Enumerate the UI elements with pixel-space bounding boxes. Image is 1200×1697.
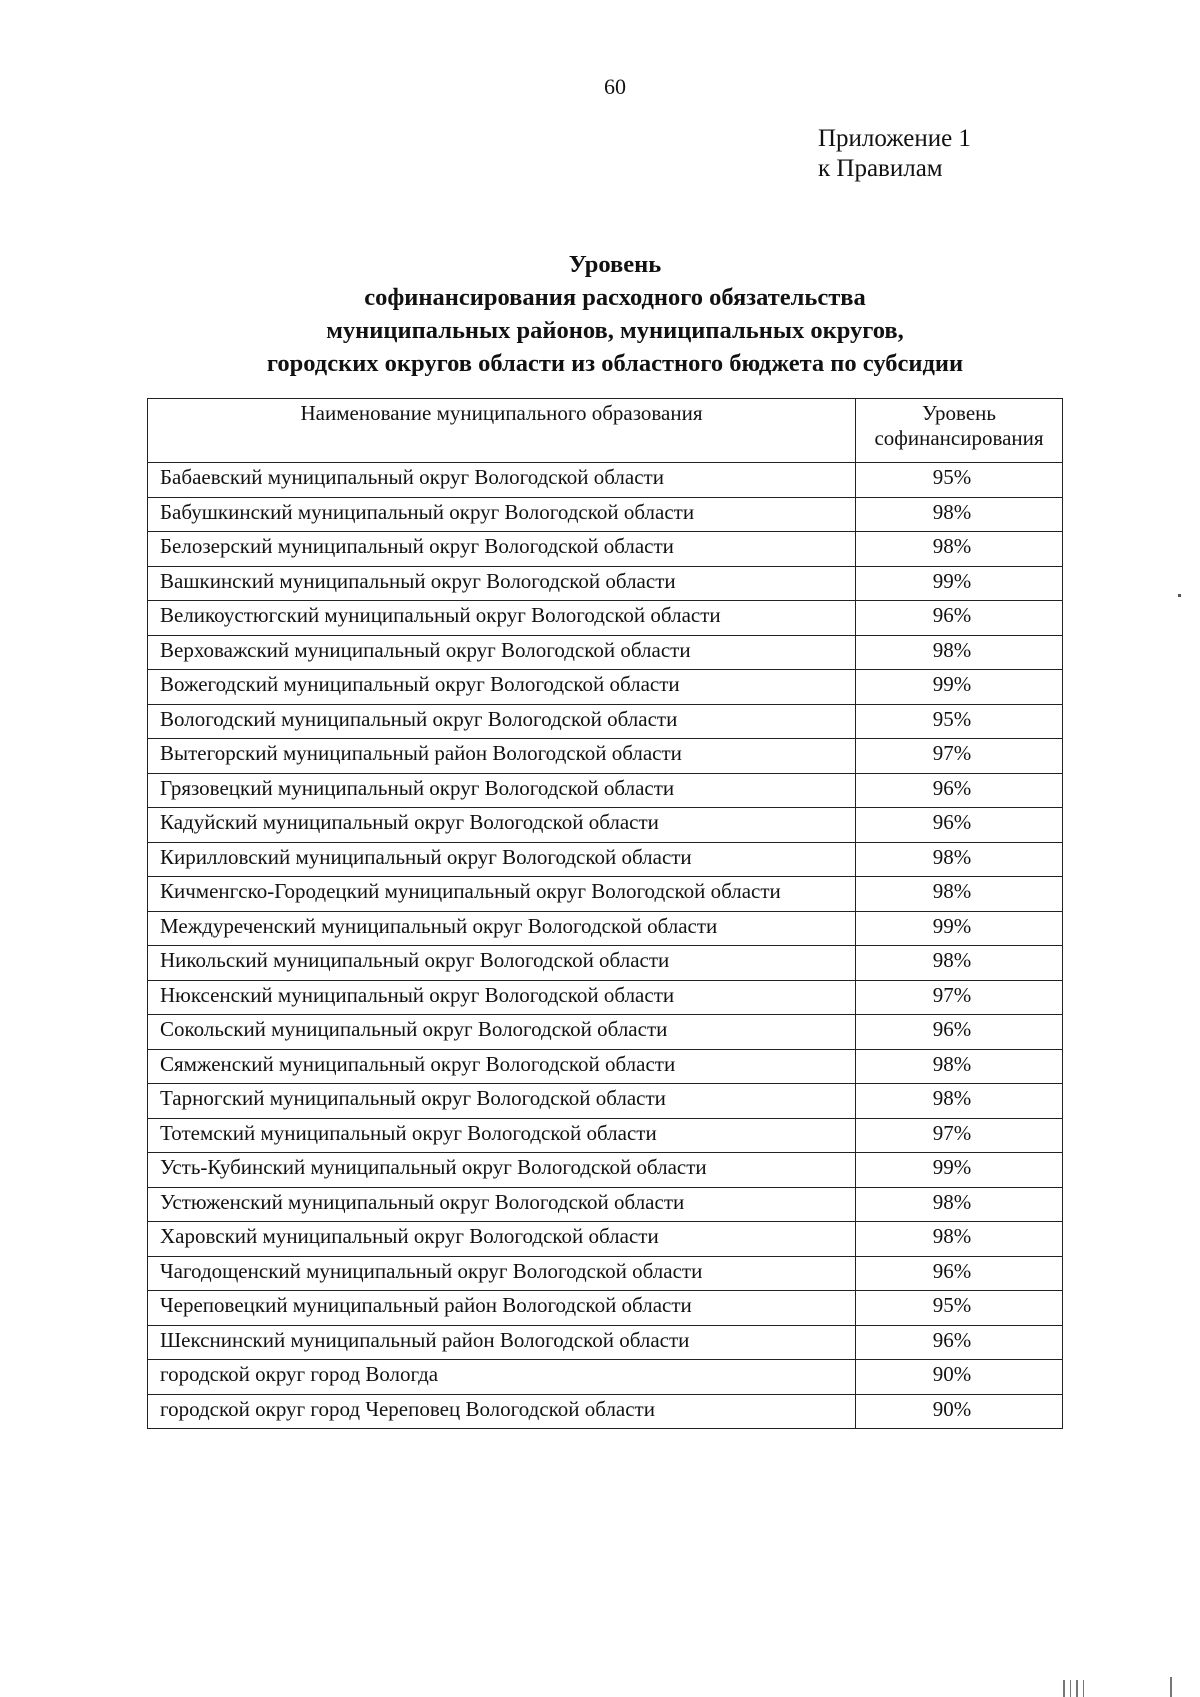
- table-row: [148, 808, 1063, 843]
- municipality-name: Вологодский муниципальный округ Вологодской области: [148, 704, 856, 739]
- municipality-name: Нюксенский муниципальный округ Вологодской области: [148, 980, 856, 1015]
- municipality-name: городской округ город Вологда: [148, 1360, 856, 1395]
- cofinancing-level: 95%: [856, 463, 1063, 498]
- cofinancing-level: 96%: [856, 601, 1063, 636]
- cofinancing-level: 98%: [856, 1084, 1063, 1119]
- table-row: [148, 980, 1063, 1015]
- table-row: [148, 877, 1063, 912]
- table-row: [148, 1291, 1063, 1326]
- table-row: [148, 1049, 1063, 1084]
- title-line-1: Уровень: [568, 251, 662, 278]
- municipality-name: Грязовецкий муниципальный округ Вологодской области: [148, 773, 856, 808]
- table-row: [148, 1394, 1063, 1429]
- scan-artifact-edge: [1170, 1677, 1172, 1697]
- municipality-name: Вытегорский муниципальный район Вологодской области: [148, 739, 856, 774]
- table-row: [148, 842, 1063, 877]
- cofinancing-level: 99%: [856, 1153, 1063, 1188]
- cofinancing-level: 99%: [856, 670, 1063, 705]
- table-row: [148, 670, 1063, 705]
- table-row: [148, 1256, 1063, 1291]
- title-line-3: муниципальных районов, муниципальных округов,: [326, 317, 904, 344]
- cofinancing-level: 90%: [856, 1394, 1063, 1429]
- cofinancing-level: 95%: [856, 704, 1063, 739]
- header-level-line-2: софинансирования: [874, 426, 1044, 450]
- scan-tick: [1076, 1680, 1078, 1697]
- cofinancing-level: 99%: [856, 911, 1063, 946]
- scan-artifact-ticks: [1063, 1680, 1084, 1697]
- scan-tick: [1063, 1680, 1065, 1697]
- cofinancing-level: 98%: [856, 842, 1063, 877]
- municipality-name: Кирилловский муниципальный округ Вологодской области: [148, 842, 856, 877]
- cofinancing-table: [147, 398, 1063, 1429]
- municipality-name: Кичменгско-Городецкий муниципальный округ Вологодской области: [148, 877, 856, 912]
- scan-tick: [1083, 1680, 1085, 1697]
- page-number: 60: [604, 74, 626, 99]
- municipality-name: Усть-Кубинский муниципальный округ Вологодской области: [148, 1153, 856, 1188]
- cofinancing-level: 96%: [856, 1015, 1063, 1050]
- table-row: [148, 1222, 1063, 1257]
- municipality-name: Сокольский муниципальный округ Вологодской области: [148, 1015, 856, 1050]
- appendix-line-2: к Правилам: [818, 155, 943, 182]
- municipality-name: Череповецкий муниципальный район Вологодской области: [148, 1291, 856, 1326]
- cofinancing-level: 99%: [856, 566, 1063, 601]
- document-title: [150, 248, 1080, 380]
- cofinancing-level: 98%: [856, 497, 1063, 532]
- municipality-name: Бабаевский муниципальный округ Вологодской области: [148, 463, 856, 498]
- cofinancing-level: 98%: [856, 1187, 1063, 1222]
- appendix-reference: [818, 124, 971, 184]
- title-line-2: софинансирования расходного обязательства: [364, 284, 866, 311]
- scan-artifact-dot: [1178, 594, 1181, 597]
- municipality-name: Верховажский муниципальный округ Вологодской области: [148, 635, 856, 670]
- table-row: [148, 1187, 1063, 1222]
- table-row: [148, 1153, 1063, 1188]
- cofinancing-level: 96%: [856, 1325, 1063, 1360]
- municipality-name: Вашкинский муниципальный округ Вологодской области: [148, 566, 856, 601]
- cofinancing-level: 97%: [856, 980, 1063, 1015]
- municipality-name: Чагодощенский муниципальный округ Вологодской области: [148, 1256, 856, 1291]
- header-cofinancing-level: [856, 399, 1063, 463]
- table-row: [148, 635, 1063, 670]
- scan-tick: [1070, 1680, 1072, 1697]
- table-row: [148, 532, 1063, 567]
- municipality-name: Великоустюгский муниципальный округ Вологодской области: [148, 601, 856, 636]
- table-row: [148, 911, 1063, 946]
- municipality-name: Устюженский муниципальный округ Вологодской области: [148, 1187, 856, 1222]
- municipality-name: Белозерский муниципальный округ Вологодской области: [148, 532, 856, 567]
- cofinancing-level: 98%: [856, 946, 1063, 981]
- cofinancing-level: 98%: [856, 635, 1063, 670]
- table-row: [148, 1118, 1063, 1153]
- municipality-name: Вожегодский муниципальный округ Вологодской области: [148, 670, 856, 705]
- table-row: [148, 463, 1063, 498]
- cofinancing-level: 96%: [856, 773, 1063, 808]
- table-row: [148, 739, 1063, 774]
- cofinancing-level: 98%: [856, 532, 1063, 567]
- appendix-line-1: Приложение 1: [818, 125, 971, 152]
- municipality-name: Междуреченский муниципальный округ Вологодской области: [148, 911, 856, 946]
- municipality-name: Тотемский муниципальный округ Вологодской области: [148, 1118, 856, 1153]
- municipality-name: городской округ город Череповец Вологодской области: [148, 1394, 856, 1429]
- municipality-name: Кадуйский муниципальный округ Вологодской области: [148, 808, 856, 843]
- table-row: [148, 773, 1063, 808]
- cofinancing-level: 96%: [856, 808, 1063, 843]
- header-municipality-name: Наименование муниципального образования: [148, 399, 856, 463]
- municipality-name: Харовский муниципальный округ Вологодской области: [148, 1222, 856, 1257]
- header-level-line-1: Уровень: [922, 401, 996, 425]
- table-row: [148, 704, 1063, 739]
- table-row: [148, 1084, 1063, 1119]
- cofinancing-level: 98%: [856, 1222, 1063, 1257]
- municipality-name: Сямженский муниципальный округ Вологодской области: [148, 1049, 856, 1084]
- table-row: [148, 601, 1063, 636]
- table-header-row: [148, 399, 1063, 463]
- title-line-4: городских округов области из областного бюджета по субсидии: [266, 350, 964, 377]
- municipality-name: Шекснинский муниципальный район Вологодской области: [148, 1325, 856, 1360]
- cofinancing-level: 90%: [856, 1360, 1063, 1395]
- table-row: [148, 1015, 1063, 1050]
- cofinancing-level: 96%: [856, 1256, 1063, 1291]
- table-row: [148, 1360, 1063, 1395]
- cofinancing-level: 95%: [856, 1291, 1063, 1326]
- table-row: [148, 497, 1063, 532]
- cofinancing-level: 98%: [856, 1049, 1063, 1084]
- table-row: [148, 1325, 1063, 1360]
- table-row: [148, 946, 1063, 981]
- cofinancing-level: 97%: [856, 1118, 1063, 1153]
- table-row: [148, 566, 1063, 601]
- cofinancing-level: 97%: [856, 739, 1063, 774]
- municipality-name: Тарногский муниципальный округ Вологодской области: [148, 1084, 856, 1119]
- cofinancing-level: 98%: [856, 877, 1063, 912]
- municipality-name: Никольский муниципальный округ Вологодской области: [148, 946, 856, 981]
- municipality-name: Бабушкинский муниципальный округ Вологодской области: [148, 497, 856, 532]
